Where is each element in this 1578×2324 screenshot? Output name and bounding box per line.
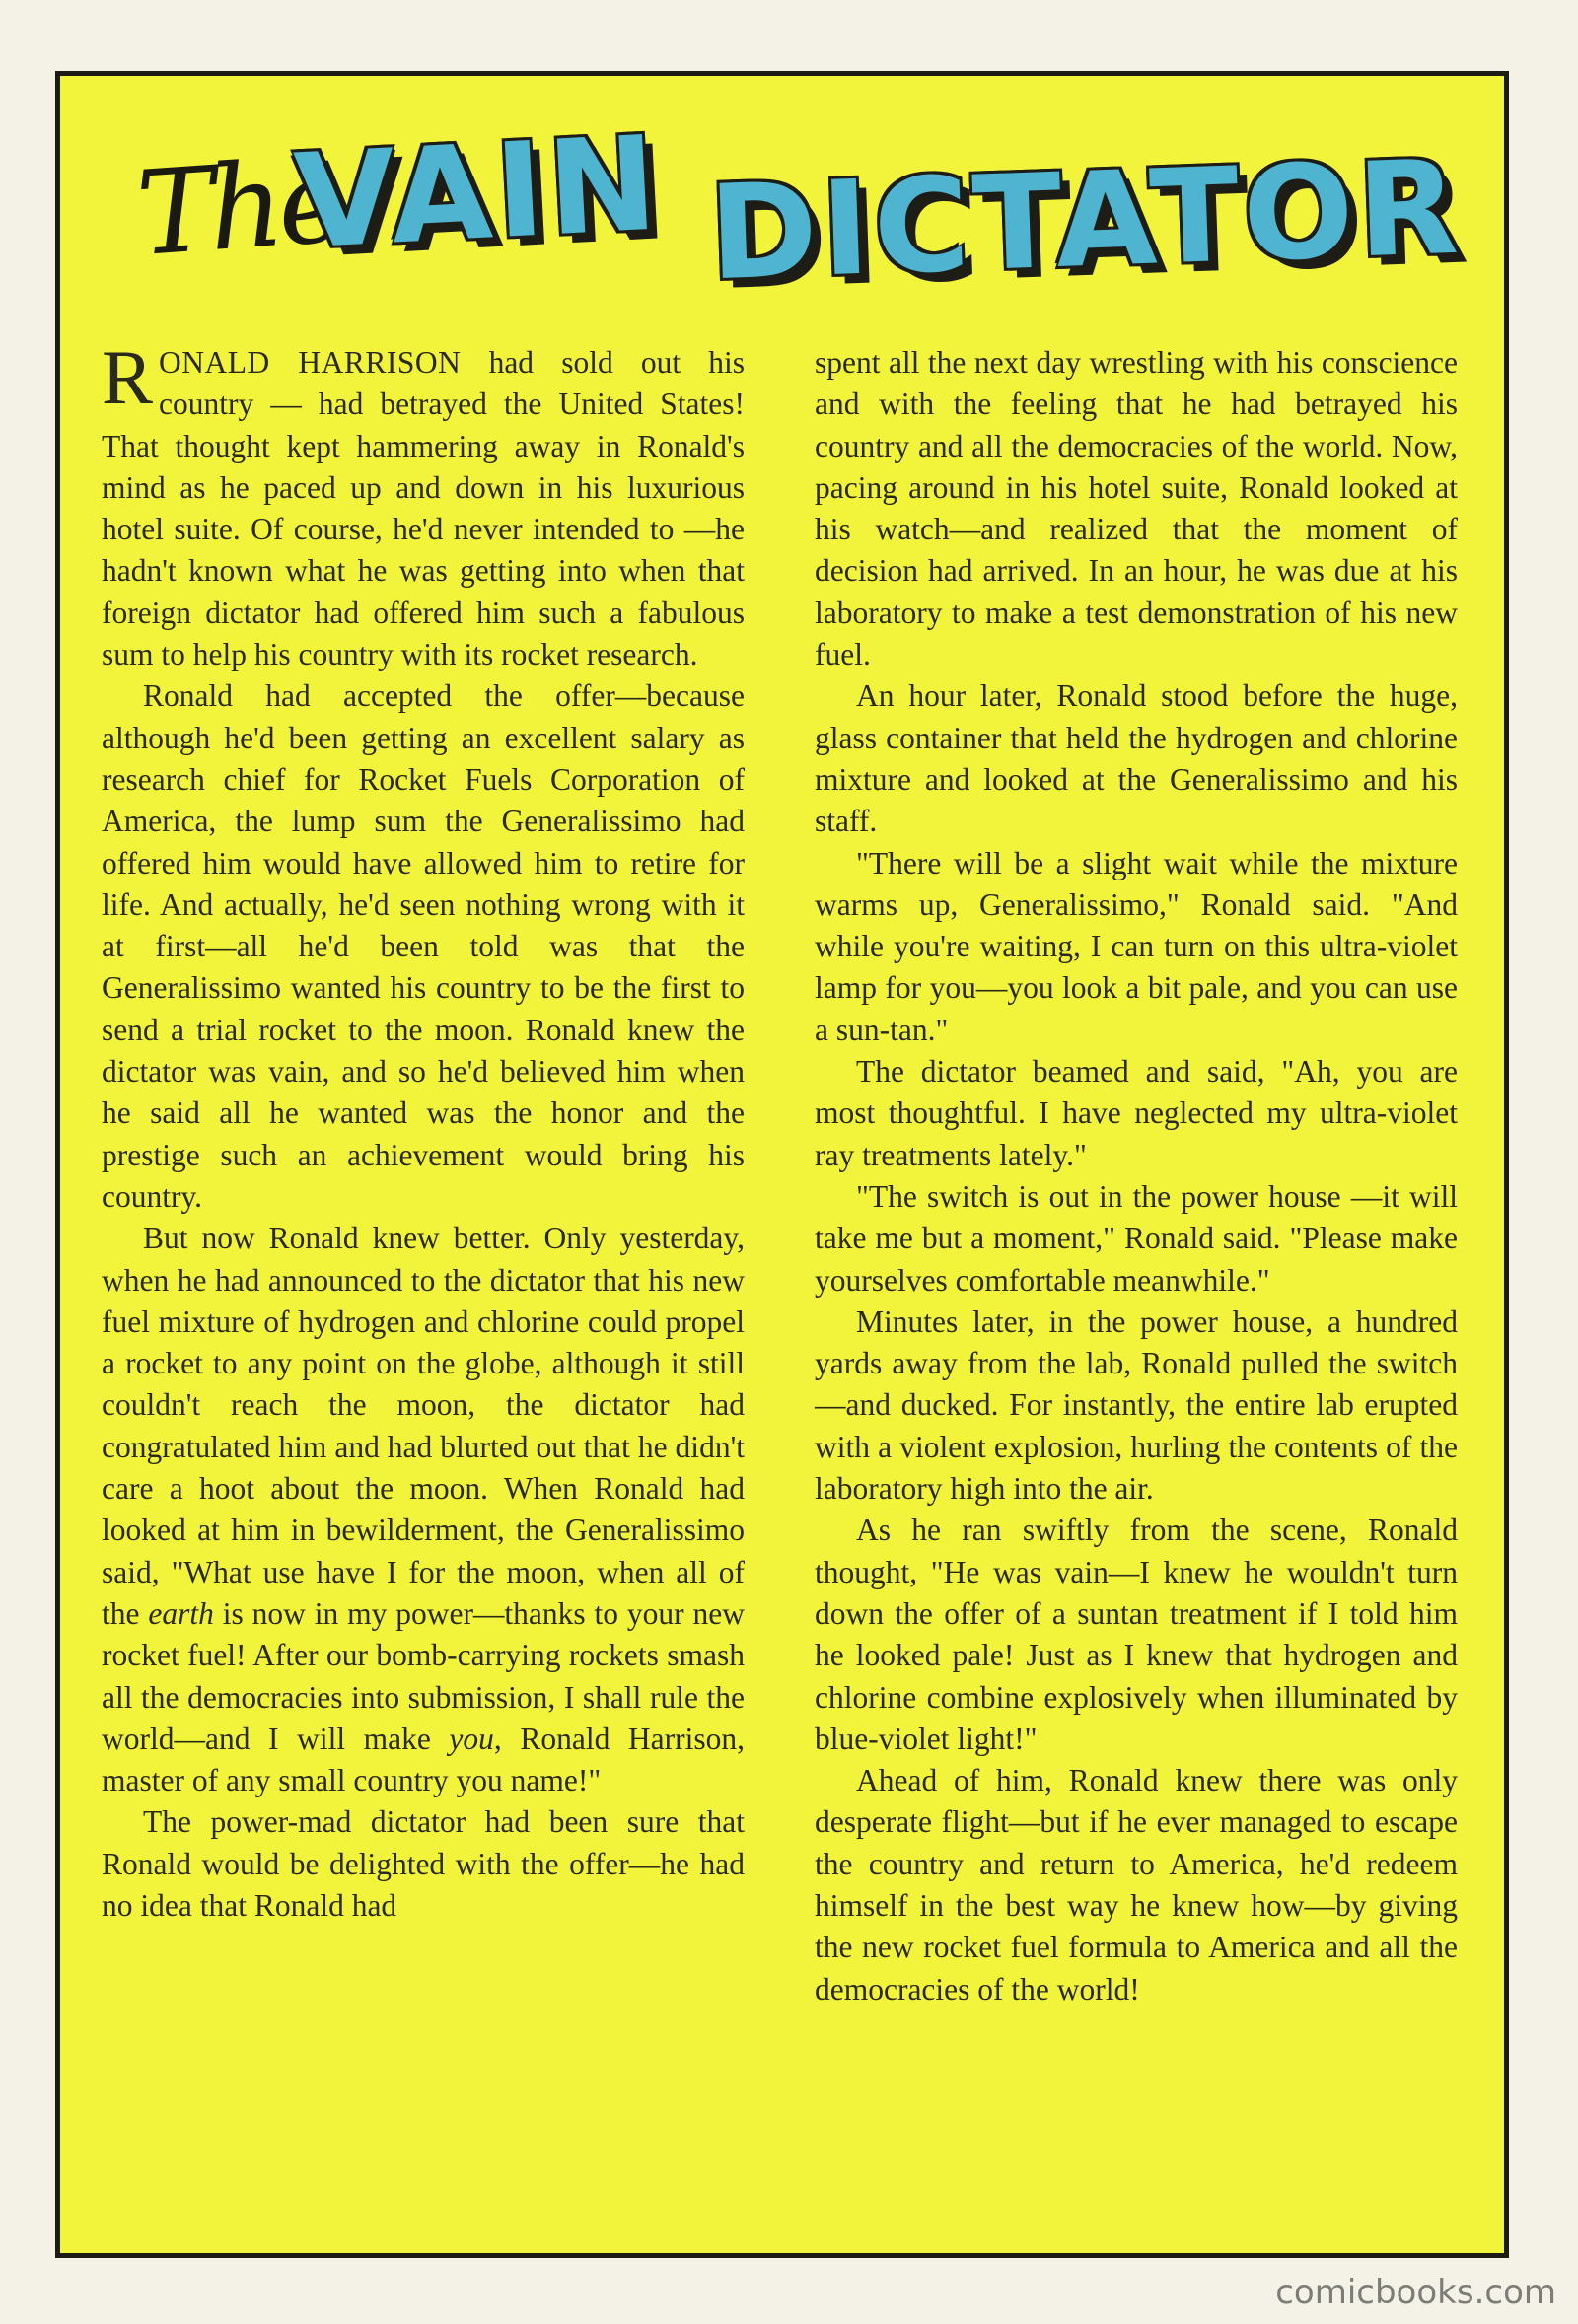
paragraph-3-text-a: But now Ronald knew better. Only yesterday, when he had announced to the dictator that his new fuel mixture of hydrogen and chlorine could propel a rocket to any point on the globe, although it still couldn't reach the moon, the dictator had congratulated him and had blurted out that he didn't care a hoot about the moon. When Ronald had looked at him in bewilderment, the Generalissimo said, "What use have I for the moon, when all of the — [102, 1221, 745, 1631]
story-panel — [55, 71, 1509, 2258]
watermark: comicbooks.com — [1275, 2273, 1556, 2312]
paragraph-1 — [102, 334, 745, 675]
title-vain: VAIN — [291, 107, 665, 279]
paragraph-4-continued: spent all the next day wrestling with his conscience and with the feeling that he had betrayed his country and all the democracies of the world. Now, pacing around in his hotel suite, Ronald looked at his watch—and realized that the moment of decision had arrived. In an hour, he was due at his laboratory to make a test demonstration of his new fuel. — [815, 345, 1458, 672]
paragraph-6: "There will be a slight wait while the mixture warms up, Generalissimo," Ronald said. "And while you're waiting, I can turn on this ultra-violet lamp for you—you look a bit pale, and you can use a sun-tan." — [815, 845, 1458, 1047]
paragraph-3 — [102, 1218, 745, 1801]
paragraph-8: "The switch is out in the power house —it will take me but a moment," Ronald said. "Please make yourselves comfortable meanwhile." — [815, 1178, 1458, 1298]
title-dictator: DICTATOR — [706, 131, 1465, 311]
text-column-right — [815, 342, 1458, 2010]
paragraph-11: Ahead of him, Ronald knew there was only desperate flight—but if he ever managed to escape the country and return to America, he'd redeem himself in the best way he knew how—by giving the new rocket fuel formula to America and all the democracies of the world! — [815, 1763, 1458, 2007]
paragraph-10: As he ran swiftly from the scene, Ronald thought, "He was vain—I knew he wouldn't turn down the offer of a suntan treatment if I told him he looked pale! Just as I knew that hydrogen and chlorine combine explosively when illuminated by blue-violet light!" — [815, 1513, 1458, 1756]
title-the: The — [132, 131, 346, 283]
lead-in-caps: ONALD HARRISON — [159, 345, 462, 380]
paragraph-5: An hour later, Ronald stood before the huge, glass container that held the hydrogen and chlorine mixture and looked at the Generalissimo and his staff. — [815, 678, 1458, 839]
story-title — [60, 76, 1504, 322]
paragraph-4-start: The power-mad dictator had been sure that Ronald would be delighted with the offer—he had no idea that Ronald had — [102, 1804, 745, 1923]
emphasis-you: you — [449, 1721, 494, 1756]
emphasis-earth: earth — [148, 1595, 214, 1631]
drop-cap: R — [102, 334, 154, 420]
paragraph-3-text-b: is now in my power—thanks to your new rocket fuel! After our bomb-carrying rockets smash all the democracies into submission, I shall rule the world—and I will make — [102, 1595, 745, 1756]
text-column-left — [102, 334, 745, 1927]
paragraph-9: Minutes later, in the power house, a hundred yards away from the lab, Ronald pulled the switch—and ducked. For instantly, the entire lab erupted with a violent explosion, hurling the contents of the laboratory high into the air. — [815, 1303, 1458, 1507]
paragraph-7: The dictator beamed and said, "Ah, you are most thoughtful. I have neglected my ultra-violet ray treatments lately." — [815, 1054, 1458, 1172]
paragraph-1-text: had sold out his country — had betrayed the United States! That thought kept hammering away in Ronald's mind as he paced up and down in his luxurious hotel suite. Of course, he'd never intended to —he hadn't known what he was getting into when that foreign dictator had offered him such a fabulous sum to help his country with its rocket research. — [102, 345, 745, 672]
paragraph-2: Ronald had accepted the offer—because although he'd been getting an excellent salary as research chief for Rocket Fuels Corporation of America, the lump sum the Generalissimo had offered him would have allowed him to retire for life. And actually, he'd seen nothing wrong with it at first—all he'd been told was that the Generalissimo wanted his country to be the first to send a trial rocket to the moon. Ronald knew the dictator was vain, and so he'd believed him when he said all he wanted was the honor and the prestige such an achievement would bring his country. — [102, 678, 745, 1214]
paragraph-3-text-c: , Ronald Harrison, master of any small country you name!" — [102, 1721, 745, 1798]
